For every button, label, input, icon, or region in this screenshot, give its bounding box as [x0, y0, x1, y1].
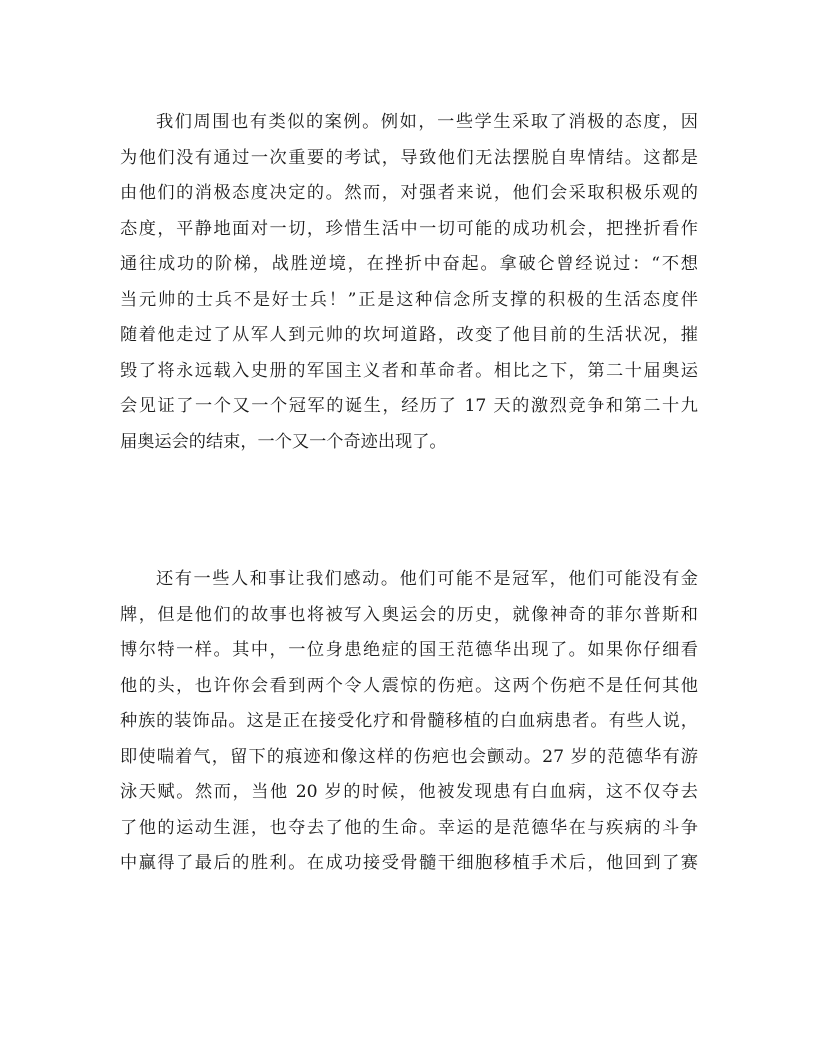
- paragraph-1-line-10: 届奥运会的结束，一个又一个奇迹出现了。: [120, 431, 447, 452]
- paragraph-2: [120, 562, 698, 882]
- paragraph-2-line-9: 中赢得了最后的胜利。在成功接受骨髓干细胞移植手术后，他回到了赛: [120, 853, 698, 873]
- paragraph-1-line-4: 态度，平静地面对一切，珍惜生活中一切可能的成功机会，把挫折看作: [120, 218, 698, 239]
- paragraph-1-line-7: 随着他走过了从军人到元帅的坎坷道路，改变了他目前的生活状况，摧: [120, 325, 698, 345]
- paragraph-2-line-6: 即使喘着气，留下的痕迹和像这样的伤疤也会颤动。27 岁的范德华有游: [120, 746, 698, 767]
- paragraph-1-line-6: 当元帅的士兵不是好士兵！”正是这种信念所支撑的积极的生活态度伴: [120, 289, 698, 310]
- paragraph-1-line-2: 为他们没有通过一次重要的考试，导致他们无法摆脱自卑情结。这都是: [120, 147, 698, 168]
- paragraph-2-line-2: 牌，但是他们的故事也将被写入奥运会的历史，就像神奇的菲尔普斯和: [120, 604, 698, 625]
- paragraph-1-line-8: 毁了将永远载入史册的军国主义者和革命者。相比之下，第二十届奥运: [120, 360, 698, 381]
- paragraph-1: [120, 105, 698, 460]
- paragraph-1-line-5: 通往成功的阶梯，战胜逆境，在挫折中奋起。拿破仑曾经说过：“不想: [120, 254, 698, 274]
- paragraph-2-line-4: 他的头，也许你会看到两个令人震惊的伤疤。这两个伤疤不是任何其他: [120, 675, 698, 696]
- paragraph-2-line-8: 了他的运动生涯，也夺去了他的生命。幸运的是范德华在与疾病的斗争: [120, 817, 698, 838]
- paragraph-1-line-3: 由他们的消极态度决定的。然而，对强者来说，他们会采取积极乐观的: [120, 183, 698, 203]
- paragraph-2-line-5: 种族的装饰品。这是正在接受化疗和骨髓移植的白血病患者。有些人说，: [120, 711, 698, 731]
- paragraph-1-line-1: 我们周围也有类似的案例。例如，一些学生采取了消极的态度，因: [156, 112, 698, 132]
- paragraph-2-line-1: 还有一些人和事让我们感动。他们可能不是冠军，他们可能没有金: [156, 569, 698, 589]
- paragraph-1-line-9: 会见证了一个又一个冠军的诞生，经历了 17 天的激烈竞争和第二十九: [120, 396, 698, 416]
- paragraph-2-line-7: 泳天赋。然而，当他 20 岁的时候，他被发现患有白血病，这不仅夺去: [120, 782, 698, 802]
- paragraph-2-line-3: 博尔特一样。其中，一位身患绝症的国王范德华出现了。如果你仔细看: [120, 640, 698, 660]
